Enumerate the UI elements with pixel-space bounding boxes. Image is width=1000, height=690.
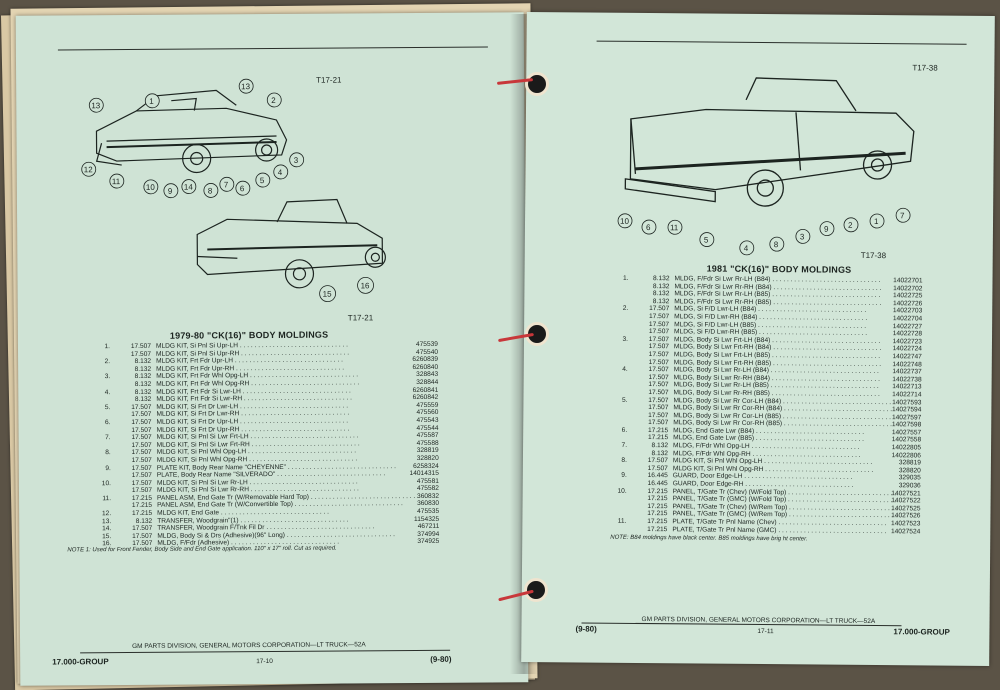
item-index — [616, 298, 631, 306]
part-number: 328819 — [416, 447, 439, 455]
part-description: MLDG, End Gate Lwr (B84) . . . . . . . . . . . . . . . . . . . . . . . . . . . . . . — [673, 427, 865, 436]
part-description: MLDG, End Gate Lwr (B85) . . . . . . . . . . . . . . . . . . . . . . . . . . . . . . — [673, 434, 865, 444]
part-number: 14027597 — [891, 413, 922, 422]
truck-illustration-top — [76, 60, 307, 196]
part-description: MLDG, Body Si Lwr Frt-RH (B85) . . . . . . . . . . . . . . . . . . . . . . . . . . . . . . — [673, 358, 882, 368]
item-index — [98, 381, 113, 389]
callout-3: 3 — [799, 232, 805, 242]
item-index — [99, 503, 114, 511]
group-number: 17.507 — [131, 487, 153, 495]
group-number: 17.507 — [131, 456, 152, 464]
part-number: 14027521 — [891, 489, 921, 498]
item-index — [615, 465, 630, 473]
item-index — [616, 290, 631, 298]
part-number: 1154325 — [413, 515, 440, 523]
part-number: 14027593 — [892, 398, 922, 406]
part-number: 6258324 — [413, 462, 439, 470]
part-description: MLDG KIT, Si Frt Dr Lwr-RH . . . . . . . . . . . . . . . . . . . . . . . . . . . . . . — [156, 409, 350, 419]
part-description: MLDG, Body Si Lwr Frt-LH (B85) . . . . . . . . . . . . . . . . . . . . . . . . . . . . . . — [673, 351, 881, 361]
item-index — [98, 351, 113, 359]
part-description: PLATE, T/Gate Tr Pnl Name (GMC) . . . . . . . . . . . . . . . . . . . . . . . . . . . . . . — [672, 525, 887, 535]
part-number: 475559 — [416, 401, 439, 409]
part-number: 14022702 — [893, 284, 923, 293]
group-number: 17.507 — [648, 343, 669, 351]
group-number: 17.215 — [647, 487, 668, 495]
group-number: 17.507 — [648, 320, 670, 328]
part-description: MLDG KIT, Si Pnl Whl Opg-LH . . . . . . . . . . . . . . . . . . . . . . . . . . . . . . — [672, 457, 873, 467]
part-number: 14022724 — [892, 345, 922, 353]
part-description: MLDG, Body Si Lwr Rr Cor-LH (B84) . . . . . . . . . . . . . . . . . . . . . . . . . . . . . . — [673, 396, 892, 406]
callout-15: 15 — [322, 289, 332, 299]
group-number: 17.507 — [131, 418, 152, 426]
group-number: 17.507 — [649, 305, 670, 313]
group-number: 17.507 — [131, 403, 152, 411]
item-index: 12. — [101, 510, 112, 518]
part-description: MLDG, Body Si Lwr Rr Cor-RH (B85) . . . . . . . . . . . . . . . . . . . . . . . . . . . . . . — [673, 419, 893, 429]
group-number: 8.132 — [134, 395, 152, 404]
part-description: MLDG KIT, Si Pnl Si Upr-LH . . . . . . . . . . . . . . . . . . . . . . . . . . . . . . — [155, 341, 348, 350]
group-number: 8.132 — [652, 275, 670, 283]
item-index: 1. — [104, 343, 111, 351]
part-number: 14022714 — [892, 391, 922, 399]
part-description: MLDG KIT, Frt Fdr Si Lwr-LH . . . . . . . . . . . . . . . . . . . . . . . . . . . . . . — [156, 387, 351, 396]
part-number: 14022723 — [892, 337, 923, 346]
part-number: 14022806 — [891, 451, 922, 460]
part-description: MLDG KIT, Si Pnl Whl Opg-LH . . . . . . . . . . . . . . . . . . . . . . . . . . . . . . — [156, 447, 357, 457]
parts-table — [614, 275, 922, 536]
truck-illustration-bottom — [187, 193, 388, 304]
callout-5: 5 — [703, 235, 709, 245]
part-number: 14022713 — [892, 383, 922, 391]
callout-4: 4 — [743, 243, 749, 253]
item-index: 11. — [102, 495, 112, 503]
group-number: 17.507 — [648, 335, 670, 343]
item-index — [616, 358, 631, 366]
part-description: PLATE KIT, Body Rear Name "CHEYENNE" . . . . . . . . . . . . . . . . . . . . . . . . . . . . . . — [156, 462, 396, 472]
part-number: 475581 — [416, 477, 439, 485]
part-description: MLDG, Body Si Lwr Rr-RH (B85) . . . . . . . . . . . . . . . . . . . . . . . . . . . . . . — [673, 389, 880, 398]
section-title: 1979-80 "CK(16)" BODY MOLDINGS — [169, 329, 329, 341]
group-number: 8.132 — [651, 449, 669, 457]
part-description: MLDG, Body Si Lwr Rr-RH (B84) . . . . . . . . . . . . . . . . . . . . . . . . . . . . . . — [673, 373, 880, 383]
part-description: MLDG, F/Fdr Whl Opg-LH . . . . . . . . . . . . . . . . . . . . . . . . . . . . . . — [673, 442, 860, 451]
group-number: 8.132 — [652, 297, 670, 306]
group-number: 17.507 — [647, 457, 668, 465]
group-number: 17.507 — [648, 366, 669, 374]
group-number: 17.507 — [131, 433, 152, 442]
item-index — [98, 366, 113, 374]
part-description: MLDG, Body Si & Drs (Adhesive)(96" Long) . . . . . . . . . . . . . . . . . . . . . . . . . . . . . . — [157, 530, 395, 540]
part-description: MLDG KIT, Si Pnl Si Lwr Frt-LH . . . . . . . . . . . . . . . . . . . . . . . . . . . . . . — [156, 432, 359, 441]
part-description: MLDG, F/Fdr Si Lwr Rr-RH (B85) . . . . . . . . . . . . . . . . . . . . . . . . . . . . . . — [674, 298, 882, 307]
part-number: 6260839 — [412, 356, 439, 364]
part-number: 14027557 — [891, 429, 922, 437]
item-index: 10. — [101, 479, 111, 487]
group-number: 8.132 — [652, 282, 670, 290]
part-number: 475543 — [416, 416, 439, 424]
footer-publisher: GM PARTS DIVISION, GENERAL MOTORS CORPORATION—LT TRUCK—52A — [132, 641, 366, 650]
header-rule — [58, 46, 488, 50]
part-description: PANEL, T/Gate Tr (Chev) (W/Rem Top) . . . . . . . . . . . . . . . . . . . . . . . . . . . . . . — [672, 503, 898, 513]
part-number: 374994 — [417, 530, 440, 538]
part-number: 475587 — [416, 431, 439, 440]
part-description: MLDG KIT, End Gate . . . . . . . . . . . . . . . . . . . . . . . . . . . . . . — [157, 508, 330, 517]
footer-group: 17.000-GROUP — [893, 627, 950, 637]
group-number: 17.507 — [648, 373, 669, 381]
item-index: 6. — [621, 426, 628, 434]
footer-rule — [80, 650, 450, 654]
group-number: 17.507 — [131, 464, 152, 472]
part-number: 14027523 — [891, 520, 921, 528]
callout-8: 8 — [773, 240, 779, 250]
part-number: 6260841 — [412, 386, 439, 394]
part-number: 475539 — [415, 340, 438, 348]
callout-5: 5 — [259, 176, 265, 186]
item-index — [99, 427, 114, 435]
group-number: 8.132 — [652, 290, 670, 298]
item-index: 9. — [105, 464, 111, 472]
group-number: 17.507 — [648, 411, 669, 419]
item-index — [615, 503, 630, 511]
part-description: MLDG, Body Si Lwr Rr Cor-RH (B84) . . . . . . . . . . . . . . . . . . . . . . . . . . . . . . — [673, 404, 893, 414]
part-number: 14022738 — [892, 375, 922, 384]
part-number: 14027598 — [891, 421, 922, 429]
part-description: TRANSFER, Woodgrain"(1) . . . . . . . . . . . . . . . . . . . . . . . . . . . . . . — [157, 516, 349, 525]
group-number: 17.507 — [132, 525, 153, 533]
group-number: 17.507 — [132, 532, 153, 540]
group-number: 8.132 — [135, 517, 153, 525]
part-number: 360830 — [417, 500, 440, 508]
group-number: 17.507 — [132, 540, 153, 548]
item-index: 3. — [622, 335, 629, 343]
group-number: 16.445 — [647, 480, 668, 488]
item-index: 8. — [621, 457, 627, 465]
part-description: MLDG, Si F/D Lwr-LH (B84) . . . . . . . . . . . . . . . . . . . . . . . . . . . . . . — [674, 305, 867, 315]
group-number: 17.507 — [647, 464, 668, 473]
item-index — [99, 442, 114, 450]
group-number: 17.215 — [131, 502, 153, 510]
part-description: PLATE, T/Gate Tr Pnl Name (Chev) . . . . . . . . . . . . . . . . . . . . . . . . . . . . . . — [672, 518, 887, 528]
footer-date: (9-80) — [575, 624, 597, 634]
item-index — [615, 434, 630, 442]
part-number: 14027526 — [891, 512, 921, 520]
part-description: MLDG KIT, Frt Fdr Whl Opg-LH . . . . . . . . . . . . . . . . . . . . . . . . . . . . . . — [156, 371, 359, 381]
group-number: 17.215 — [647, 495, 668, 503]
group-number: 17.507 — [648, 404, 669, 412]
group-number: 17.507 — [131, 449, 152, 457]
group-number: 17.507 — [648, 350, 669, 359]
callout-16: 16 — [360, 281, 370, 291]
part-description: MLDG KIT, Si Pnl Whl Opg-RH . . . . . . . . . . . . . . . . . . . . . . . . . . . . . . — [672, 465, 874, 474]
part-number: 374925 — [417, 538, 440, 546]
part-number: 467211 — [417, 523, 440, 531]
item-index — [614, 510, 629, 518]
part-description: MLDG, Body Si Lwr Rr Cor-LH (B85) . . . . . . . . . . . . . . . . . . . . . . . . . . . . . . — [673, 411, 891, 421]
group-number: 17.507 — [131, 471, 152, 480]
callout-3: 3 — [293, 155, 299, 165]
item-index: 16. — [102, 540, 112, 548]
item-index: 2. — [104, 358, 111, 366]
part-description: MLDG, F/Fdr Whl Opg-RH . . . . . . . . . . . . . . . . . . . . . . . . . . . . . . — [672, 449, 861, 459]
part-description: PANEL, T/Gate Tr (Chev) (W/Fold Top) . . . . . . . . . . . . . . . . . . . . . . . . . . . . . . — [672, 487, 897, 497]
part-number: 475540 — [415, 348, 439, 356]
part-number: 328819 — [898, 459, 921, 467]
item-index — [616, 373, 631, 381]
part-description: PANEL ASM, End Gate Tr (W/Removable Hard Top) . . . . . . . . . . . . . . . . . . . . . . . . . . . . . . — [157, 492, 419, 502]
part-description: GUARD, Door Edge-LH . . . . . . . . . . . . . . . . . . . . . . . . . . . . . . — [672, 472, 853, 482]
callout-12: 12 — [83, 165, 93, 175]
group-number: 8.132 — [134, 388, 152, 396]
callout-9: 9 — [823, 224, 829, 234]
callout-8: 8 — [207, 186, 213, 196]
part-number: 328820 — [416, 454, 439, 462]
callout-1: 1 — [149, 96, 154, 106]
part-number: 14022704 — [892, 315, 923, 323]
callout-2: 2 — [847, 220, 853, 230]
left-catalog-page — [16, 12, 529, 686]
item-index — [99, 457, 114, 465]
group-number: 17.215 — [131, 509, 153, 518]
part-number: 14022726 — [892, 299, 923, 308]
item-index — [614, 525, 629, 533]
part-description: MLDG KIT, Si Pnl Whl Opg-RH . . . . . . . . . . . . . . . . . . . . . . . . . . . . . . — [156, 455, 358, 464]
group-number: 8.132 — [134, 373, 152, 381]
item-index: 13. — [102, 517, 112, 525]
item-index — [616, 343, 631, 351]
item-index: 9. — [621, 472, 627, 480]
part-number: 14022725 — [893, 292, 923, 300]
part-description: MLDG KIT, Si Pnl Si Lwr Frt-RH . . . . . . . . . . . . . . . . . . . . . . . . . . . . . . — [156, 440, 360, 449]
part-description: PLATE, Body Rear Name "SILVERADO" . . . . . . . . . . . . . . . . . . . . . . . . . . . . . . — [156, 470, 386, 479]
part-number: 329035 — [898, 474, 921, 482]
part-number: 475535 — [417, 507, 440, 516]
group-number: 17.215 — [647, 510, 668, 518]
group-number: 17.507 — [131, 426, 152, 434]
right-catalog-page — [521, 12, 995, 666]
part-number: 14022701 — [893, 277, 923, 285]
part-description: MLDG, Body Si Lwr Rr-LH (B85) . . . . . . . . . . . . . . . . . . . . . . . . . . . . . . — [673, 381, 879, 391]
callout-11: 11 — [669, 223, 679, 233]
part-description: PANEL, T/Gate Tr (GMC) (W/Rem Top) . . . . . . . . . . . . . . . . . . . . . . . . . . . . . . — [672, 510, 898, 520]
group-number: 16.445 — [647, 472, 668, 480]
callout-10: 10 — [619, 216, 629, 226]
item-index — [615, 449, 630, 457]
part-number: 14027558 — [891, 436, 922, 444]
figure-ref-bottom: T17-21 — [347, 313, 374, 323]
callout-2: 2 — [271, 95, 276, 105]
part-number: 14027525 — [891, 504, 921, 513]
callout-14: 14 — [183, 182, 193, 192]
item-index: 6. — [104, 419, 111, 427]
item-index — [615, 495, 630, 503]
group-number: 17.215 — [647, 502, 668, 511]
part-description: MLDG KIT, Si Frt Dr Lwr-LH . . . . . . . . . . . . . . . . . . . . . . . . . . . . . . — [156, 402, 349, 411]
item-index: 8. — [105, 449, 111, 457]
part-number: 475582 — [416, 485, 440, 493]
callout-6: 6 — [645, 223, 651, 233]
part-description: PANEL, T/Gate Tr (GMC) (W/Fold Top) . . . . . . . . . . . . . . . . . . . . . . . . . . . . . . — [672, 495, 897, 505]
part-number: 14027594 — [892, 406, 922, 414]
item-index — [99, 472, 114, 480]
callout-7: 7 — [223, 180, 229, 190]
part-description: PANEL ASM, End Gate Tr (W/Convertible Top) . . . . . . . . . . . . . . . . . . . . . . . . . . . . . . — [157, 500, 403, 510]
callout-11: 11 — [111, 177, 121, 187]
group-number: 17.507 — [131, 411, 152, 419]
figure-ref-top: T17-38 — [912, 63, 938, 73]
item-index — [615, 419, 630, 427]
part-number: 14022727 — [892, 322, 923, 330]
item-index: 1. — [622, 274, 629, 282]
part-number: 329036 — [898, 482, 921, 490]
item-index: 5. — [104, 403, 111, 411]
group-number: 8.132 — [134, 358, 152, 366]
callout-1: 1 — [873, 217, 879, 227]
part-number: 14022703 — [892, 307, 923, 315]
part-description: GUARD, Door Edge-RH . . . . . . . . . . . . . . . . . . . . . . . . . . . . . . — [672, 480, 854, 489]
part-number: 328820 — [898, 467, 921, 475]
group-number: 17.507 — [648, 358, 669, 366]
callout-9: 9 — [167, 186, 173, 196]
item-index: 4. — [622, 365, 628, 373]
item-index — [616, 282, 631, 290]
group-number: 17.507 — [648, 388, 669, 397]
footer-publisher: GM PARTS DIVISION, GENERAL MOTORS CORPORATION—LT TRUCK—52A — [641, 615, 876, 626]
part-number: 475588 — [416, 439, 439, 447]
group-number: 17.507 — [648, 396, 669, 404]
part-number: 14022728 — [892, 330, 923, 338]
part-number: 328843 — [416, 371, 439, 379]
item-index — [616, 328, 631, 336]
item-index: 10. — [617, 487, 627, 495]
group-number: 17.507 — [648, 419, 669, 427]
part-description: MLDG KIT, Si Frt Dr Upr-RH . . . . . . . . . . . . . . . . . . . . . . . . . . . . . . — [156, 424, 350, 434]
part-number: 6260840 — [412, 363, 439, 371]
part-description: MLDG, Si F/D Lwr-RH (B85) . . . . . . . . . . . . . . . . . . . . . . . . . . . . . . — [674, 328, 868, 338]
item-index: 7. — [105, 434, 111, 442]
callout-13: 13 — [91, 101, 101, 111]
group-number: 17.507 — [131, 441, 152, 449]
item-index — [615, 411, 630, 419]
footer-group: 17.000-GROUP — [52, 657, 109, 667]
part-description: TRANSFER, Woodgrain F/Tnk Fil Dr . . . . . . . . . . . . . . . . . . . . . . . . . . . . . . — [157, 523, 375, 533]
binding-hole — [525, 72, 549, 96]
item-index — [615, 480, 630, 488]
group-number: 17.215 — [647, 426, 669, 435]
callout-6: 6 — [239, 184, 245, 194]
part-description: MLDG, F/Fdr Si Lwr Rr-LH (B84) . . . . . . . . . . . . . . . . . . . . . . . . . . . . . . — [674, 275, 881, 285]
part-number: 14022805 — [891, 444, 922, 452]
callout-4: 4 — [277, 167, 283, 177]
footer-page-number: 17-10 — [256, 658, 273, 666]
part-description: MLDG KIT, Frt Fdr Si Lwr-RH . . . . . . . . . . . . . . . . . . . . . . . . . . . . . . — [156, 394, 353, 403]
part-description: MLDG, Si F/D Lwr-LH (B85) . . . . . . . . . . . . . . . . . . . . . . . . . . . . . . — [674, 320, 867, 330]
part-number: 14022737 — [892, 368, 922, 376]
parts-table — [98, 341, 439, 548]
part-description: MLDG, F/Fdr Si Lwr Rr-LH (B85) . . . . . . . . . . . . . . . . . . . . . . . . . . . . . . — [674, 290, 881, 300]
part-number: 14027524 — [890, 527, 921, 536]
item-index — [616, 381, 631, 389]
callout-7: 7 — [900, 211, 905, 221]
item-index: 15. — [102, 532, 112, 541]
part-description: MLDG KIT, Frt Fdr Upr-LH . . . . . . . . . . . . . . . . . . . . . . . . . . . . . . — [156, 356, 343, 365]
group-number: 17.507 — [648, 328, 670, 336]
part-number: 328844 — [416, 378, 439, 386]
group-number: 17.215 — [647, 518, 668, 526]
item-index — [99, 487, 114, 495]
section-title: 1981 "CK(16)" BODY MOLDINGS — [706, 263, 852, 275]
group-number: 17.215 — [647, 525, 668, 533]
item-index: 5. — [621, 396, 628, 404]
group-number: 17.507 — [130, 342, 152, 350]
group-number: 17.507 — [131, 479, 152, 487]
footnote: NOTE: B84 moldings have black center. B85 moldings have brig ht center. — [610, 534, 808, 543]
part-description: MLDG, F/Fdr Si Lwr Rr-RH (B84) . . . . . . . . . . . . . . . . . . . . . . . . . . . . . . — [674, 282, 882, 292]
part-number: 475560 — [416, 409, 439, 417]
item-index — [616, 320, 631, 328]
part-description: MLDG KIT, Si Pnl Si Lwr Rr-RH . . . . . . . . . . . . . . . . . . . . . . . . . . . . . . — [156, 485, 359, 495]
part-number: 475544 — [416, 424, 439, 432]
header-rule — [597, 41, 967, 45]
part-description: MLDG, Body Si Lwr Rr-LH (B84) . . . . . . . . . . . . . . . . . . . . . . . . . . . . . . — [673, 366, 879, 376]
part-description: MLDG KIT, Si Pnl Si Lwr Rr-LH . . . . . . . . . . . . . . . . . . . . . . . . . . . . . . — [156, 478, 358, 487]
part-number: 6260842 — [412, 393, 439, 402]
footer-date: (9-80) — [430, 654, 452, 664]
figure-ref-top: T17-21 — [316, 75, 342, 85]
part-description: MLDG, Si F/D Lwr-RH (B84) . . . . . . . . . . . . . . . . . . . . . . . . . . . . . . — [674, 313, 868, 322]
item-index: 11. — [617, 517, 627, 525]
part-number: 14022748 — [892, 360, 922, 368]
group-number: 17.215 — [647, 434, 669, 442]
truck-illustration-rear — [615, 69, 927, 252]
group-number: 8.132 — [134, 365, 152, 373]
part-description: MLDG, Body Si Lwr Frt-LH (B84) . . . . . . . . . . . . . . . . . . . . . . . . . . . . . . — [673, 336, 881, 345]
part-description: MLDG KIT, Frt Fdr Whl Opg-RH . . . . . . . . . . . . . . . . . . . . . . . . . . . . . . — [156, 379, 360, 388]
part-description: MLDG KIT, Si Pnl Si Upr-RH . . . . . . . . . . . . . . . . . . . . . . . . . . . . . . — [156, 349, 350, 358]
part-description: MLDG KIT, Frt Fdr Upr-RH . . . . . . . . . . . . . . . . . . . . . . . . . . . . . . — [156, 364, 345, 373]
part-number: 14027522 — [891, 497, 921, 505]
part-description: MLDG, F/Fdr (Adhesive) . . . . . . . . . . . . . . . . . . . . . . . . . . . . . . — [157, 538, 340, 548]
part-number: 14014315 — [409, 469, 439, 478]
group-number: 8.132 — [134, 380, 152, 388]
group-number: 17.507 — [648, 313, 670, 321]
item-index — [615, 404, 630, 412]
item-index — [616, 351, 631, 359]
footnote: NOTE 1: Used for Front Fender, Body Side and End Gate application. 110" x 17" roll. Cut as required. — [67, 545, 337, 554]
item-index: 3. — [104, 373, 111, 381]
callout-10: 10 — [145, 182, 155, 192]
group-number: 17.507 — [648, 381, 669, 389]
part-description: MLDG KIT, Si Frt Dr Upr-LH . . . . . . . . . . . . . . . . . . . . . . . . . . . . . . — [156, 417, 349, 426]
group-number: 17.215 — [131, 494, 153, 502]
item-index: 2. — [622, 305, 629, 313]
figure-ref-bottom: T17-38 — [860, 250, 887, 261]
item-index: 14. — [102, 525, 112, 533]
item-index — [98, 396, 113, 404]
group-number: 17.507 — [130, 350, 152, 358]
callout-13: 13 — [241, 82, 251, 92]
part-number: 14022747 — [892, 353, 922, 361]
group-number: 8.132 — [651, 442, 669, 450]
item-index: 4. — [104, 388, 111, 396]
item-index — [98, 411, 113, 419]
item-index: 7. — [621, 441, 628, 449]
part-number: 360832 — [416, 492, 440, 500]
part-description: MLDG, Body Si Lwr Frt-RH (B84) . . . . . . . . . . . . . . . . . . . . . . . . . . . . . . — [673, 343, 882, 353]
item-index — [616, 313, 631, 321]
item-index — [615, 389, 630, 397]
footer-page-number: 17-11 — [757, 628, 774, 636]
